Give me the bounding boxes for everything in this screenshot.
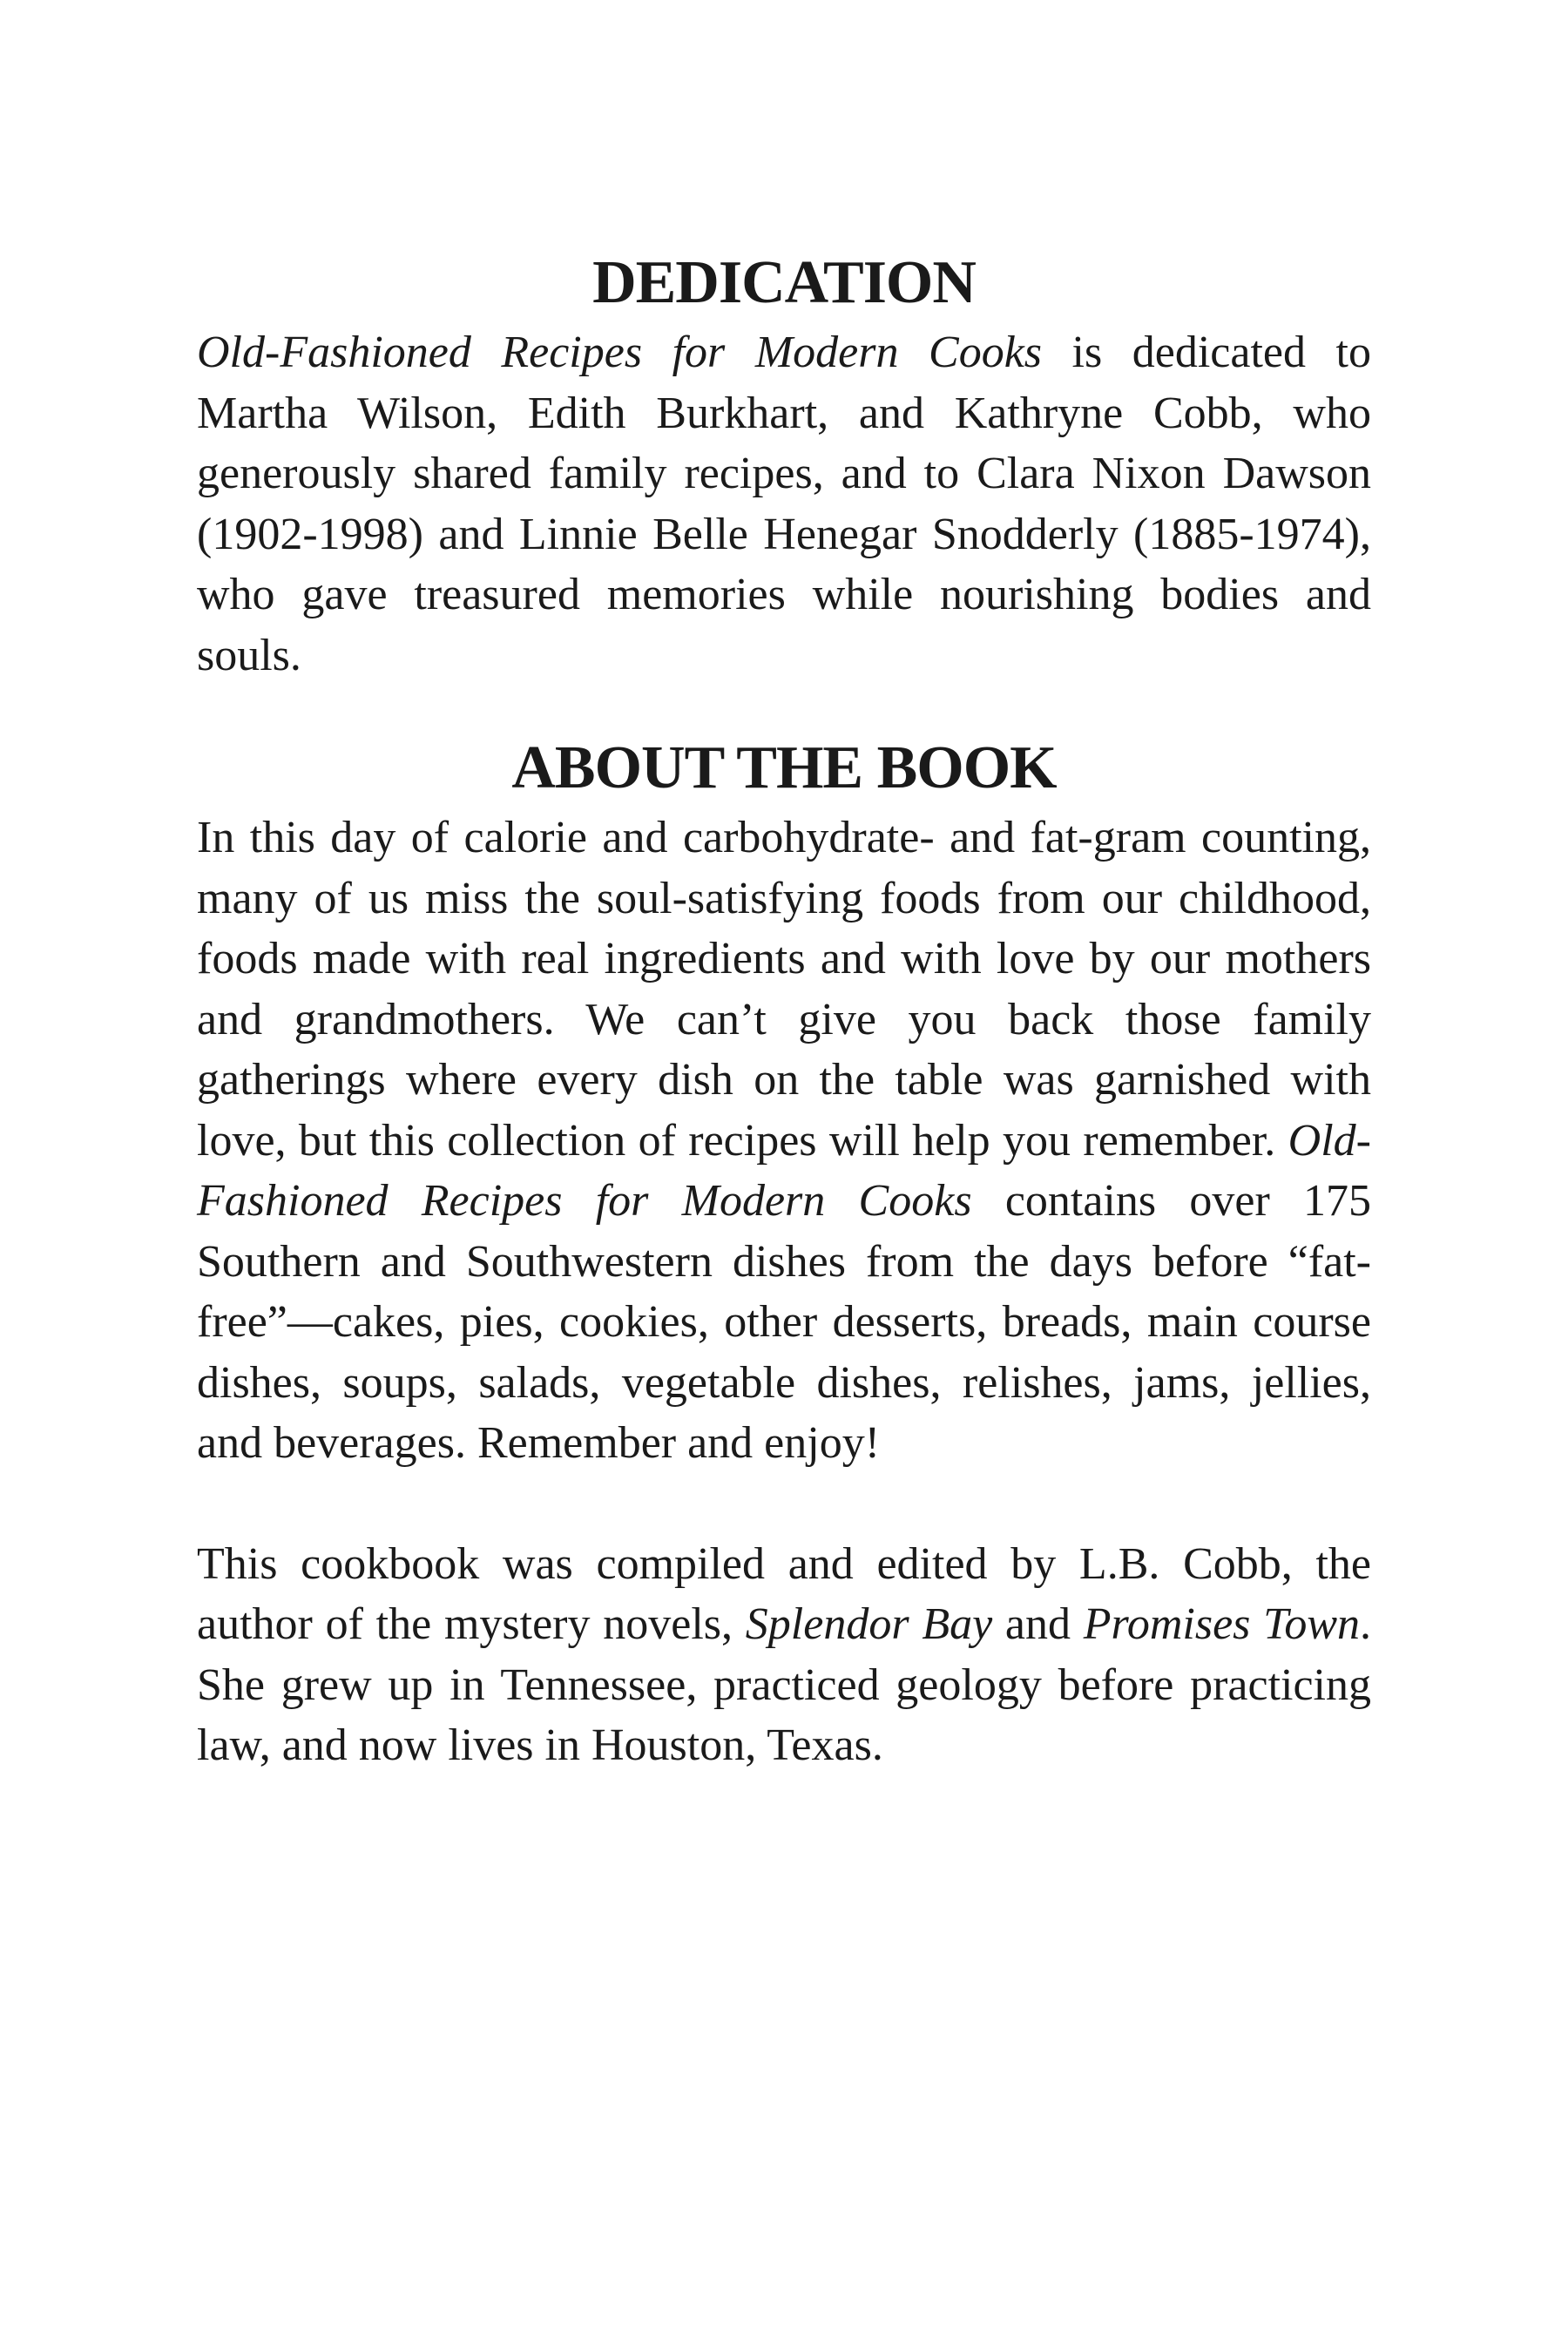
about-paragraph-1 <box>197 808 1371 1474</box>
novel-title-2: Promises Town <box>1083 1599 1360 1649</box>
dedication-text: is dedicated to Martha Wilson, Edith Burkhart, and Kathryne Cobb, who generously shared family recipes, and to Clara Nixon Dawson (1902-1998) and Linnie Belle Henegar Snodderly (1885-1974), who gave treasured memories while nourishing bodies and souls. <box>197 328 1371 680</box>
author-and: and <box>992 1599 1084 1649</box>
author-text-1: This cookbook was compiled and edited by L.B. Cobb, the author of the mystery novels, <box>197 1538 1371 1649</box>
about-heading: ABOUT THE BOOK <box>511 734 1057 801</box>
about-text-2: contains over 175 Southern and Southwestern dishes from the days before “fat-free”—cakes, pies, cookies, other desserts, breads, main course dishes, soups, salads, vegetable dishes, relishes, jams, jellies, and beverages. Remember and enjoy! <box>197 1176 1372 1468</box>
about-text-1: In this day of calorie and carbohydrate- and fat-gram counting, many of us miss the soul-satisfying foods from our childhood, foods made with real ingredients and with love by our mothers and grandmothers. We can’t give you back those family gatherings where every dish on the table was garnished with love, but this collection of recipes will help you remember. <box>197 813 1371 1166</box>
dedication-paragraph <box>197 322 1371 686</box>
dedication-heading: DEDICATION <box>592 249 976 316</box>
novel-title-1: Splendor Bay <box>745 1599 993 1649</box>
author-text-2: . She grew up in Tennessee, practiced geology before practicing law, and now lives in Houston, Texas. <box>197 1599 1371 1770</box>
about-paragraph-2 <box>197 1534 1371 1776</box>
about-book-title: Old-Fashioned Recipes for Modern Cooks <box>197 1115 1371 1226</box>
dedication-book-title: Old-Fashioned Recipes for Modern Cooks <box>197 328 1043 377</box>
page-content <box>197 249 1372 1776</box>
